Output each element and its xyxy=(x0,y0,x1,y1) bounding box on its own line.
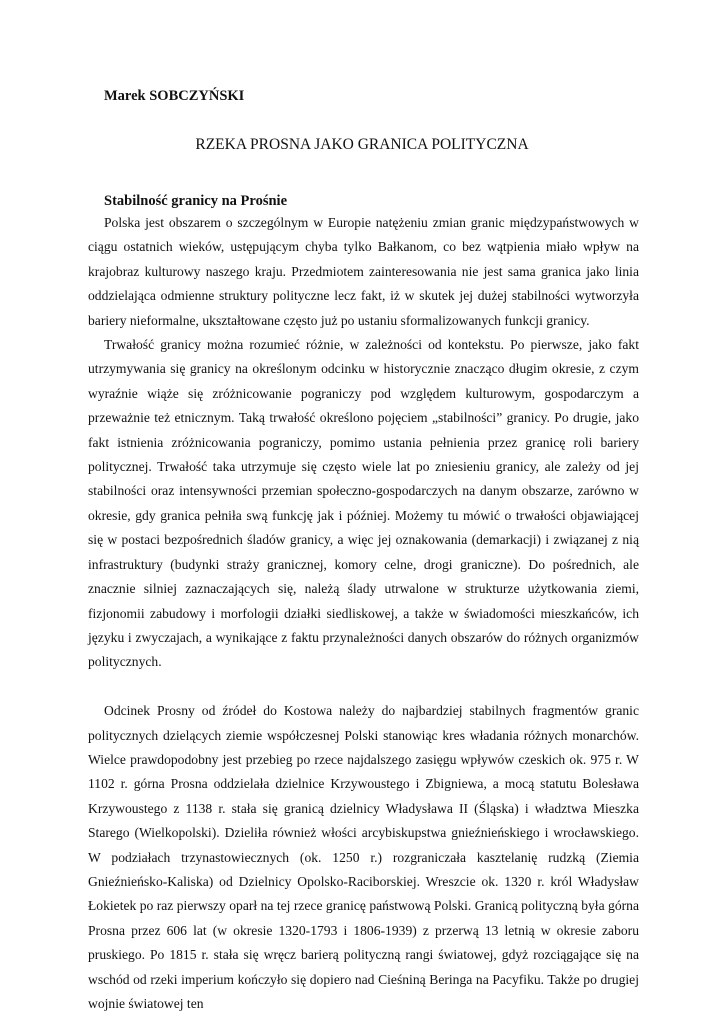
document-title: RZEKA PROSNA JAKO GRANICA POLITYCZNA xyxy=(195,136,529,153)
paragraph-1: Polska jest obszarem o szczególnym w Europie natężeniu zmian granic międzypaństwowych w ciągu ostatnich wieków, ustępującym chyba tylko Bałkanom, co bez wątpienia miało wpływ na krajobraz kulturowy naszego kraju. Przedmiotem zainteresowania nie jest sama granica jako linia oddzielająca odmienne struktury polityczne lecz fakt, iż w skutek jej dużej stabilności wytworzyła bariery nieformalne, ukształtowane często już po ustaniu sformalizowanych funkcji granicy. xyxy=(88,215,639,328)
body-text xyxy=(88,211,639,1016)
paragraph-3: Odcinek Prosny od źródeł do Kostowa należy do najbardziej stabilnych fragmentów granic politycznych dzielących ziemie współczesnej Polski stanowiąc kres władania różnych monarchów. Wielce prawdopodobny jest przebieg po rzece najdalszego zasięgu wpływów czeskich ok. 975 r. W 1102 r. górna Prosna oddzielała dzielnice Krzywoustego i Zbigniewa, a mocą statutu Bolesława Krzywoustego z 1138 r. stała się granicą dzielnicy Władysława II (Śląska) i władztwa Mieszka Starego (Wielkopolski). Dzieliła również włości arcybiskupstwa gnieźnieńskiego i wrocławskiego. W podziałach trzynastowiecznych (ok. 1250 r.) rozgraniczała kasztelanię rudzką (Ziemia Gnieźnieńsko-Kaliska) od Dzielnicy Opolsko-Raciborskiej. Wreszcie ok. 1320 r. król Władysław Łokietek po raz pierwszy oparł na tej rzece granicę państwową Polski. Granicą polityczną była górna Prosna przez 606 lat (w okresie 1320-1793 i 1806-1939) z przerwą 13 letnią w okresie zaboru pruskiego. Po 1815 r. stała się wręcz barierą polityczną rangi światowej, gdyż rozciągające się na wschód od rzeki imperium kończyło się dopiero nad Cieśniną Beringa na Pacyfiku. Także po drugiej wojnie światowej ten xyxy=(88,703,639,1011)
author-name: Marek SOBCZYŃSKI xyxy=(104,88,245,104)
section-heading: Stabilność granicy na Prośnie xyxy=(104,193,288,209)
paragraph-2: Trwałość granicy można rozumieć różnie, w zależności od kontekstu. Po pierwsze, jako fakt utrzymywania się granicy na określonym odcinku w historycznie znacząco długim okresie, z czym wyraźnie wiąże się zróżnicowanie pograniczy pod względem kulturowym, gospodarczym a przeważnie też etnicznym. Taką trwałość określono pojęciem „stabilności” granicy. Po drugie, jako fakt istnienia zróżnicowania pograniczy, pomimo ustania pełnienia przez granicę roli bariery politycznej. Trwałość taka utrzymuje się często wiele lat po zniesieniu granicy, ale zależy od jej stabilności oraz intensywności przemian społeczno-gospodarczych na danym obszarze, zarówno w okresie, gdy granica pełniła swą funkcję jak i później. Możemy tu mówić o trwałości objawiającej się w postaci bezpośrednich śladów granicy, a więc jej oznakowania (demarkacji) i związanej z nią infrastruktury (budynki straży granicznej, komory celne, drogi graniczne). Do pośrednich, ale znacznie silniej zaznaczających się, należą ślady utrwalone w strukturze użytkowania ziemi, fizjonomii zabudowy i morfologii działki siedliskowej, a także w świadomości mieszkańców, ich języku i zwyczajach, a wynikające z faktu przynależności danych obszarów do różnych organizmów politycznych. xyxy=(88,337,639,670)
